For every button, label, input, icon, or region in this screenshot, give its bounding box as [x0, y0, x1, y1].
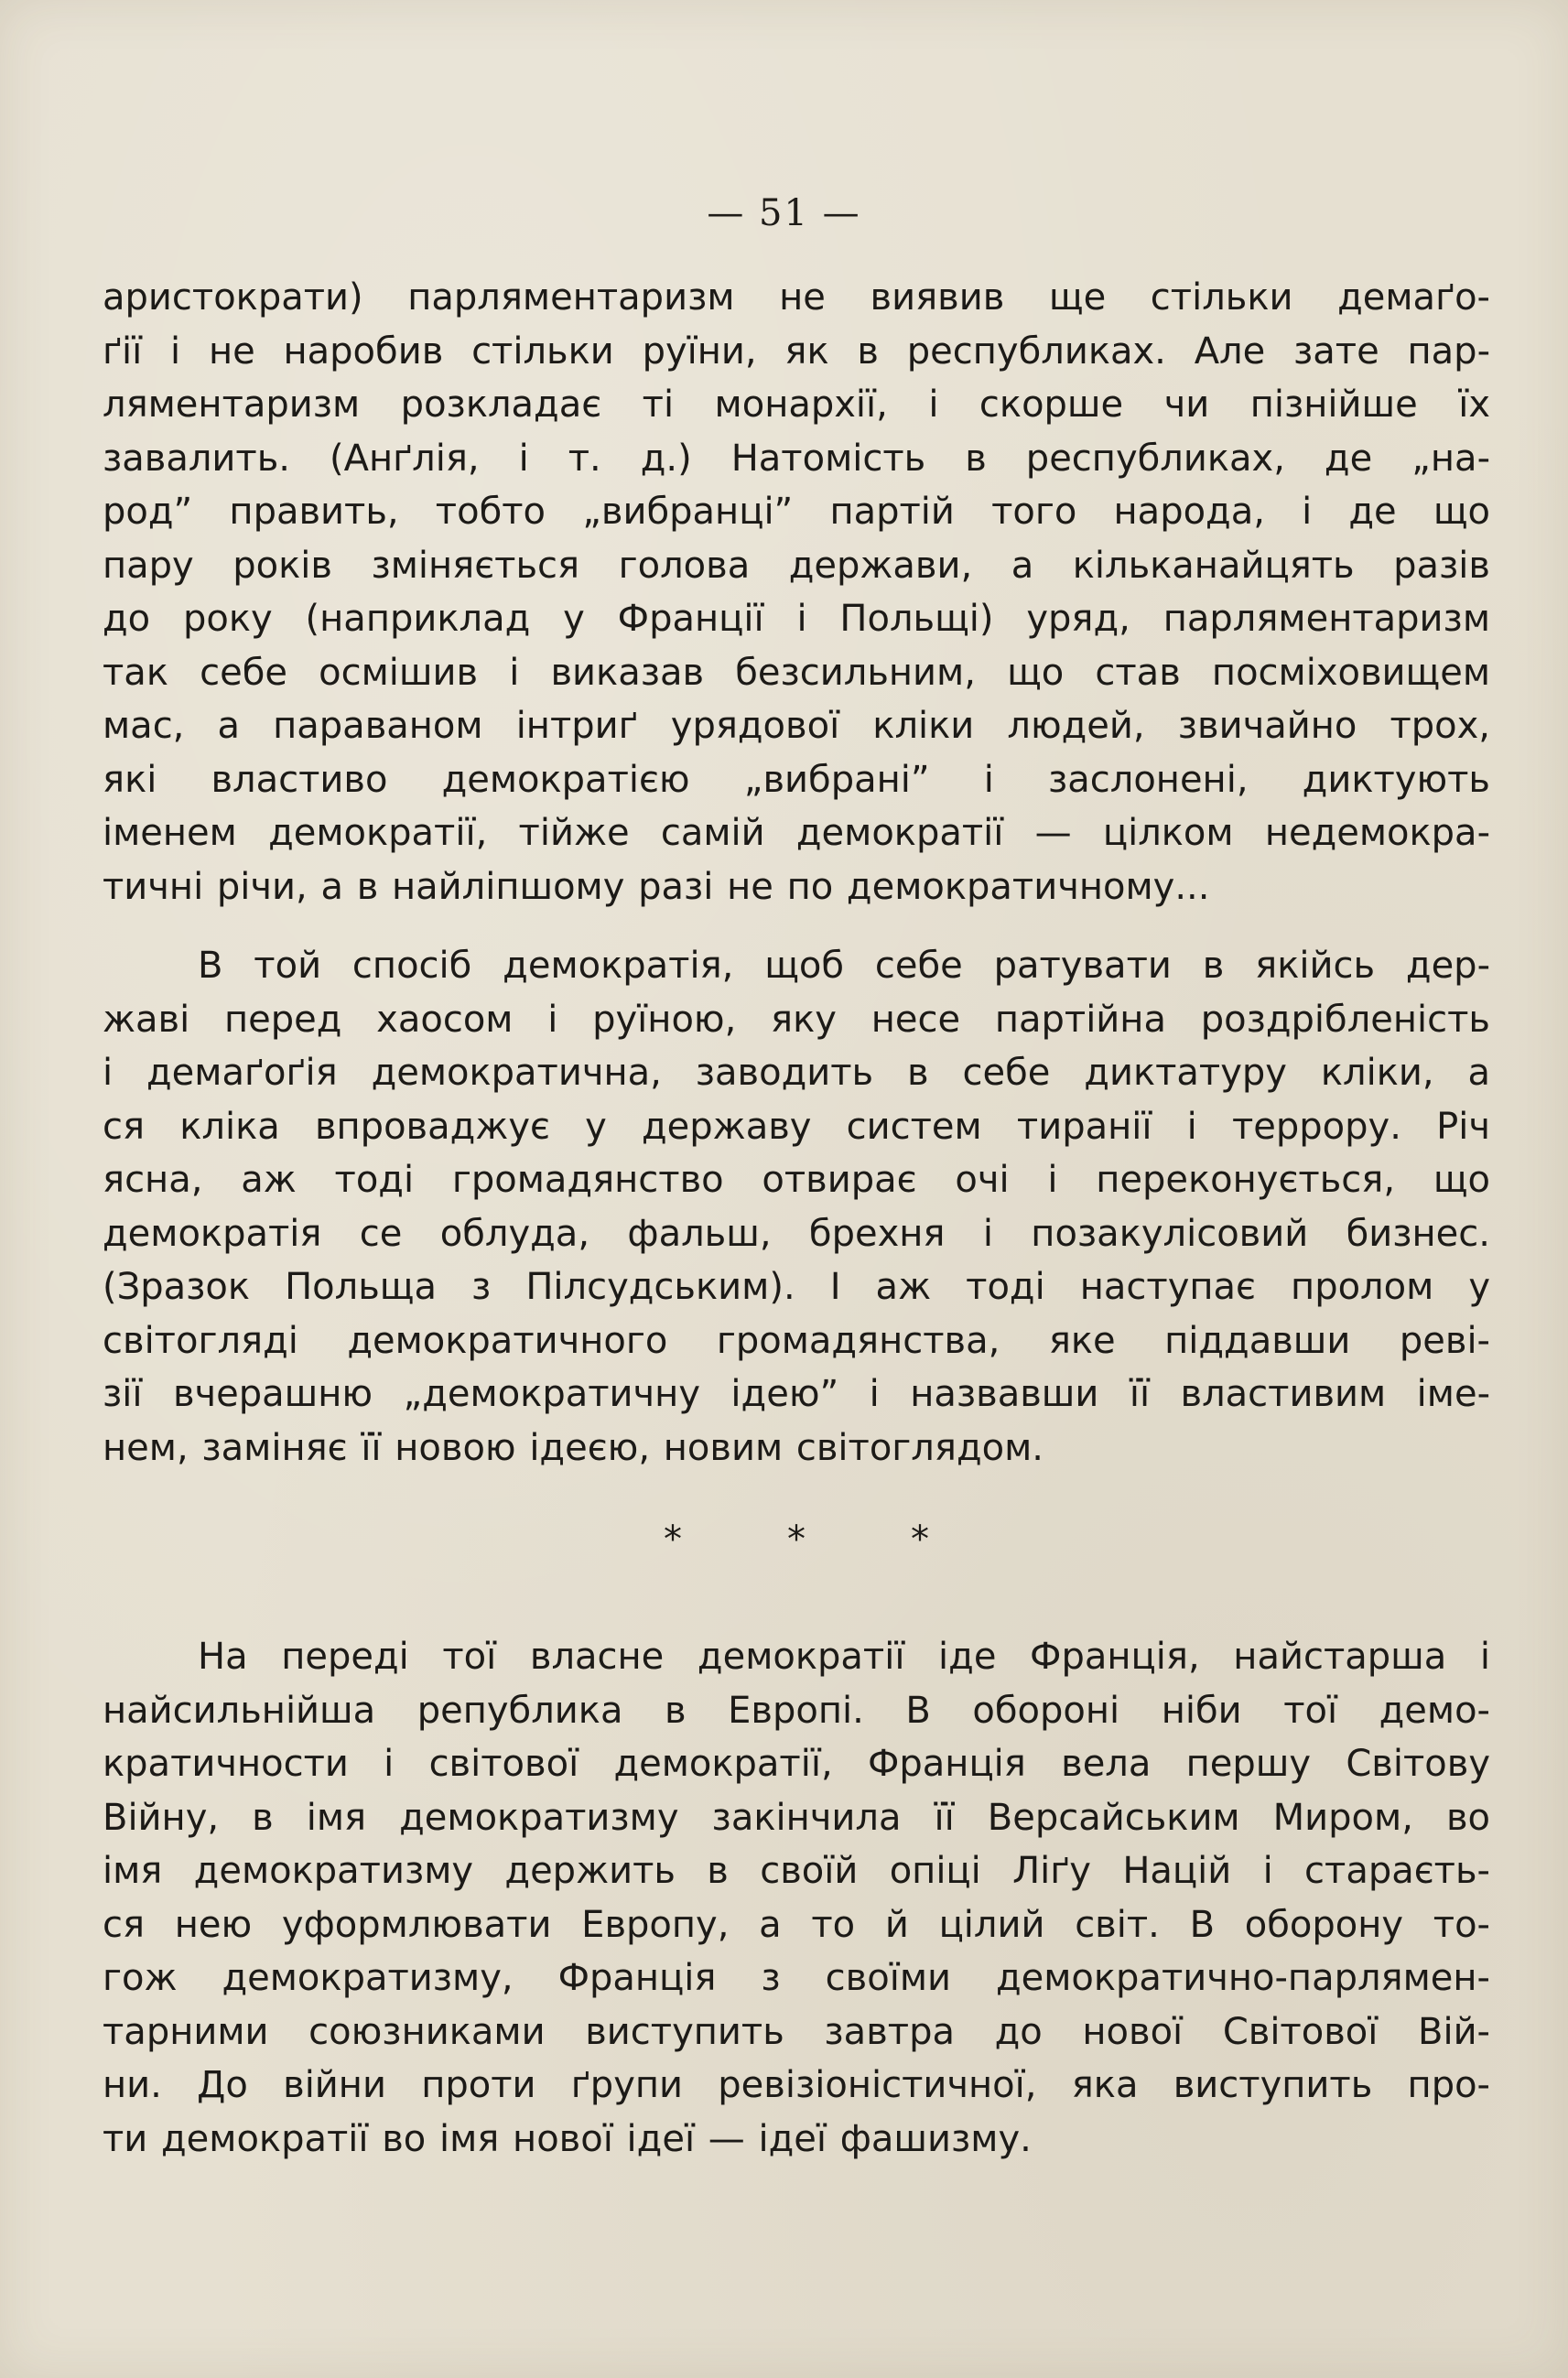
text-line: і демаґоґія демократична, заводить в себе диктатуру кліки, а [103, 1052, 1490, 1094]
text-line: світогляді демократичного громадянства, яке піддавши реві- [103, 1319, 1490, 1362]
text-line: зії вчерашню „демократичну ідею” і назвавши її властивим іме- [103, 1373, 1490, 1415]
text-line: ся нею уформлювати Европу, а то й цілий світ. В оборону то- [103, 1903, 1490, 1946]
text-line: до року (наприклад у Франції і Польщі) уряд, парляментаризм [103, 598, 1490, 640]
text-line: мас, а параваном інтриґ урядової кліки людей, звичайно трох, [103, 705, 1490, 747]
text-line: ся кліка впроваджує у державу систем тиранії і террору. Річ [103, 1105, 1490, 1148]
text-line: В той спосіб демократія, щоб себе ратувати в якійсь дер- [198, 945, 1490, 987]
text-line: імя демократизму держить в своїй опіці Ліґу Націй і стараєть- [103, 1850, 1490, 1892]
text-line: род” править, тобто „вибранці” партій того народа, і де що [103, 491, 1490, 533]
text-line: тичні річи, а в найліпшому разі не по демократичному... [103, 865, 1210, 908]
text-line: пару років зміняється голова держави, а кільканайцять разів [103, 544, 1490, 587]
text-line: нем, заміняє її новою ідеєю, новим світоглядом. [103, 1426, 1044, 1469]
text-line: жаві перед хаосом і руїною, яку несе партійна роздрібленість [103, 998, 1490, 1041]
text-line: На переді тої власне демократії іде Франція, найстарша і [198, 1636, 1490, 1678]
separator-asterisk: * [911, 1519, 929, 1561]
section-separator [103, 1513, 1490, 1566]
text-line: демократія се облуда, фальш, брехня і позакулісовий бизнес. [103, 1212, 1490, 1255]
text-line: найсильнійша република в Европі. В обороні ніби тої демо- [103, 1689, 1490, 1732]
body-text [103, 271, 1490, 2166]
paragraph-2 [103, 939, 1490, 1475]
paragraph-1 [103, 271, 1490, 913]
text-line: так себе осмішив і виказав безсильним, що став посміховищем [103, 651, 1490, 694]
text-line: ґії і не наробив стільки руїни, як в республиках. Але зате пар- [103, 330, 1490, 373]
text-line: ляментаризм розкладає ті монархії, і скорше чи пізнійше їх [103, 384, 1490, 426]
separator-asterisk: * [787, 1519, 806, 1561]
paragraph-3 [103, 1630, 1490, 2166]
text-line: гож демократизму, Франція з своїми демократично-парлямен- [103, 1957, 1490, 1999]
text-line: Війну, в імя демократизму закінчила її Версайським Миром, во [103, 1796, 1490, 1839]
text-line: кратичности і світової демократії, Франція вела першу Світову [103, 1743, 1490, 1785]
separator-asterisk: * [664, 1519, 682, 1561]
text-line: ти демократії во імя нової ідеї — ідеї фашизму. [103, 2117, 1032, 2160]
text-line: завалить. (Анґлія, і т. д.) Натомість в республиках, де „на- [103, 437, 1490, 480]
text-line: аристократи) парляментаризм не виявив ще стільки демаґо- [103, 276, 1490, 319]
text-line: тарними союзниками виступить завтра до нової Світової Вій- [103, 2010, 1490, 2053]
text-line: ни. До війни проти ґрупи ревізіоністичної, яка виступить про- [103, 2064, 1490, 2106]
text-line: іменем демократії, тійже самій демократії — цілком недемокра- [103, 812, 1490, 854]
text-line: (Зразок Польща з Пілсудським). І аж тоді наступає пролом у [103, 1266, 1490, 1308]
text-line: ясна, аж тоді громадянство отвирає очі і переконується, що [103, 1159, 1490, 1201]
text-line: які властиво демократією „вибрані” і заслонені, диктують [103, 758, 1490, 801]
page-number: — 51 — [707, 192, 861, 234]
